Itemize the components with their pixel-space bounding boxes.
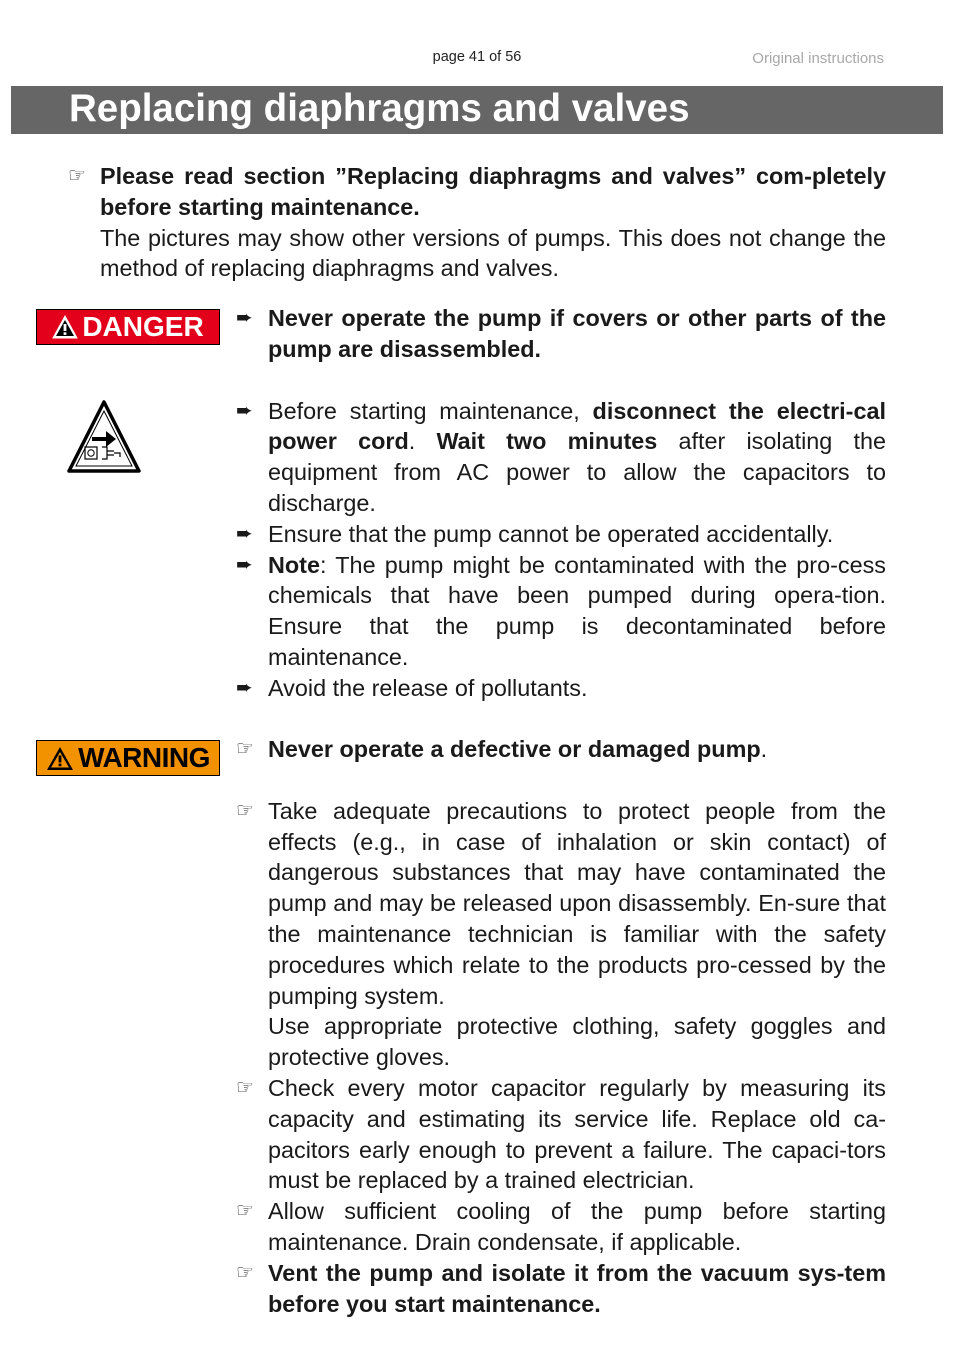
- pointing-hand-icon: ☞: [236, 1076, 254, 1099]
- right-arrow-icon: ➨: [236, 676, 253, 699]
- list-item: [236, 673, 886, 704]
- item-text: Allow sufficient cooling of the pump before starting maintenance. Drain condensate, if applicable.: [268, 1198, 886, 1255]
- item-text: Never operate a defective or damaged pump.: [268, 736, 768, 762]
- right-arrow-icon: ➨: [236, 307, 253, 329]
- list-item: [236, 396, 886, 519]
- warning-badge: [36, 740, 220, 776]
- list-item: [236, 796, 886, 1073]
- item-extra-text: Use appropriate protective clothing, safety goggles and protective gloves.: [268, 1013, 886, 1071]
- item-text: Ensure that the pump cannot be operated accidentally.: [268, 520, 834, 547]
- danger-badge: [36, 309, 220, 345]
- warning-triangle-icon: [52, 315, 78, 339]
- intro-normal-text: The pictures may show other versions of pumps. This does not change the method of replacing diaphragms and valves.: [100, 224, 886, 282]
- section-title-bar: [11, 86, 943, 134]
- right-arrow-icon: ➨: [236, 522, 253, 545]
- electrical-hazard-unplug-icon: [66, 399, 142, 475]
- page-title: Replacing diaphragms and valves: [69, 87, 690, 130]
- right-arrow-icon: ➨: [236, 553, 253, 576]
- list-item: [236, 519, 886, 550]
- pointing-hand-icon: ☞: [236, 1200, 254, 1223]
- pointing-hand-icon: ☞: [236, 738, 254, 760]
- page-number: page 41 of 56: [432, 49, 522, 65]
- right-arrow-icon: ➨: [236, 399, 253, 422]
- warning-triangle-icon: [46, 746, 74, 771]
- list-item: [236, 1196, 886, 1258]
- warning-list: [236, 734, 886, 1319]
- intro-paragraph: [100, 161, 886, 284]
- item-text: Avoid the release of pollutants.: [268, 674, 588, 701]
- item-text: Note: The pump might be contaminated with the pro-cess chemicals that have been pumped during opera-tion. Ensure that the pump is decontaminated before maintenance.: [268, 551, 886, 670]
- item-text: Check every motor capacitor regularly by measuring its capacity and estimating its service life. Replace old ca-pacitors early enough to prevent a failure. The capaci-tors must be replaced by a trained electrician.: [268, 1074, 886, 1194]
- item-text: Take adequate precautions to protect people from the effects (e.g., in case of inhalation or skin contact) of dangerous substances that may have contaminated the pump and may be released upon disassembly. En-sure that the maintenance technician is familiar with the safety procedures which relate to the products pro-cessed by the pumping system.: [268, 797, 886, 1009]
- pointing-hand-icon: ☞: [236, 799, 254, 822]
- item-text: Never operate the pump if covers or other parts of the pump are disassembled.: [268, 305, 886, 362]
- warning-label: WARNING: [78, 742, 210, 773]
- list-item: [236, 734, 886, 765]
- list-item: [236, 1258, 886, 1320]
- list-item: [236, 550, 886, 673]
- pointing-hand-icon: ☞: [68, 165, 86, 187]
- intro-bold-text: Please read section ”Replacing diaphragms and valves” com-pletely before starting maintenance.: [100, 163, 886, 220]
- pointing-hand-icon: ☞: [236, 1261, 254, 1284]
- item-text: Vent the pump and isolate it from the vacuum sys-tem before you start maintenance.: [268, 1259, 886, 1317]
- danger-label: DANGER: [82, 311, 204, 342]
- list-item: [236, 1073, 886, 1196]
- danger-list: [236, 303, 886, 704]
- list-item: [236, 303, 886, 365]
- document-label: Original instructions: [752, 50, 884, 67]
- item-text: Before starting maintenance, disconnect the electri-cal power cord. Wait two minutes after isolating the equipment from AC power to allow the capacitors to discharge.: [268, 397, 886, 516]
